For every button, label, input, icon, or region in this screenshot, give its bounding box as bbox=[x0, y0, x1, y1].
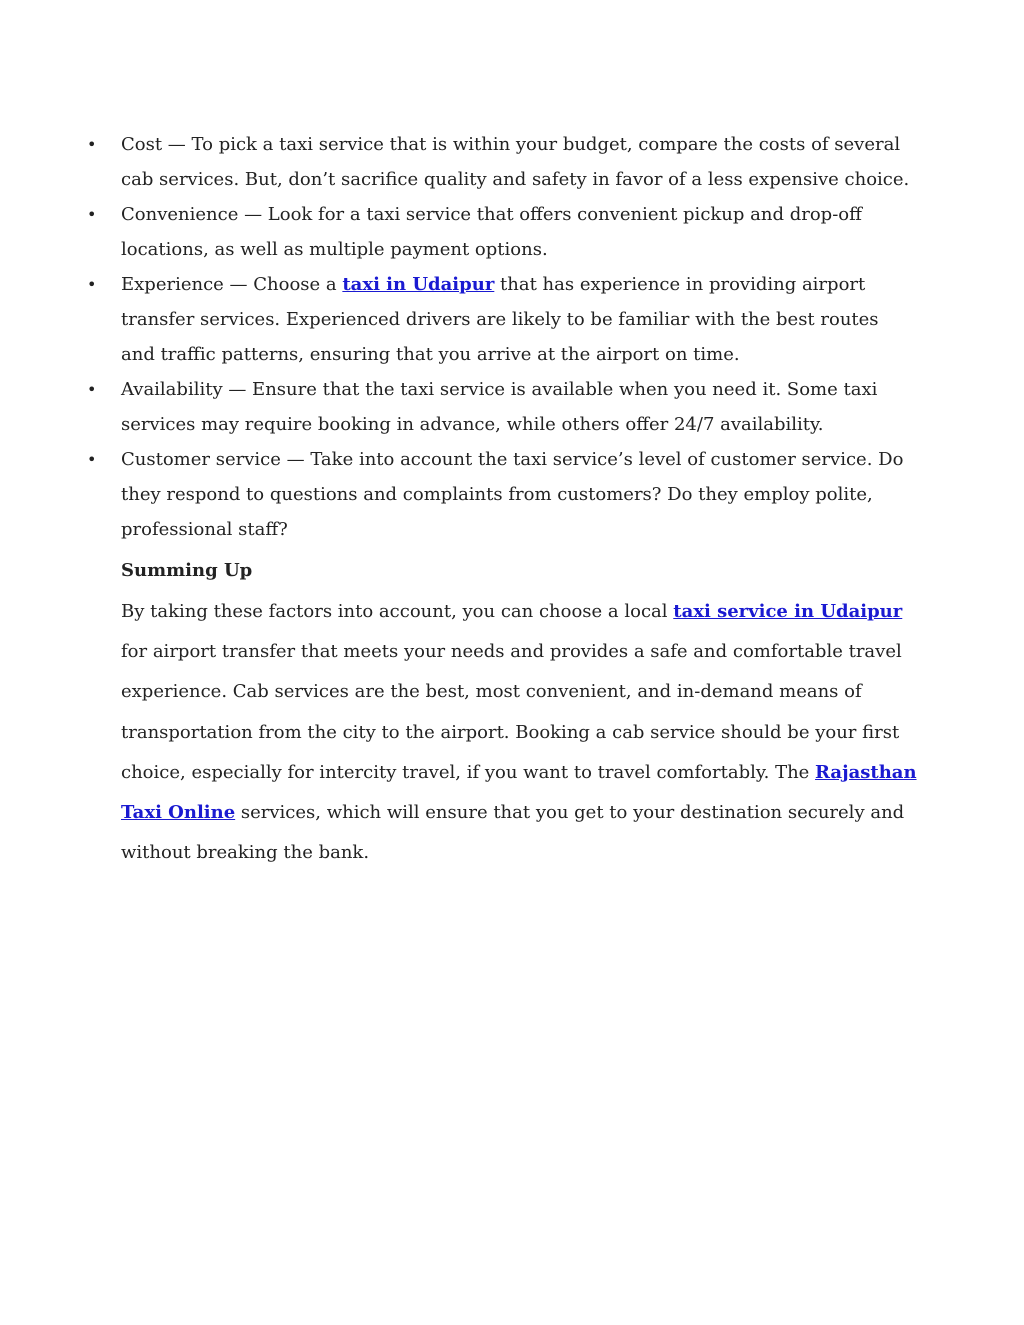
list-item-cost bbox=[86, 127, 916, 197]
factors-list bbox=[86, 127, 916, 547]
list-item-text: Customer service — Take into account the taxi service’s level of customer service. Do they respond to questions and complaints from customers? Do they employ polite, professional staff? bbox=[121, 449, 904, 540]
list-item-text-before: Experience — Choose a bbox=[121, 274, 343, 295]
section-heading: Summing Up bbox=[121, 560, 253, 581]
taxi-in-udaipur-link[interactable]: taxi in Udaipur bbox=[342, 274, 495, 295]
list-item-text: Convenience — Look for a taxi service that offers convenient pickup and drop-off locations, as well as multiple payment options. bbox=[121, 204, 862, 260]
summary-text-part3: services, which will ensure that you get to your destination securely and without breaking the bank. bbox=[121, 802, 905, 864]
taxi-service-in-udaipur-link[interactable]: taxi service in Udaipur bbox=[673, 601, 903, 622]
bullet-icon: • bbox=[87, 380, 97, 399]
bullet-icon: • bbox=[87, 450, 97, 469]
summary-text-part2: for airport transfer that meets your needs and provides a safe and comfortable travel experience. Cab services are the best, most convenient, and in-demand means of transportation from the city to the airport. Booking a cab service should be your first choice, especially for intercity travel, if you want to travel comfortably. The bbox=[121, 641, 902, 783]
bullet-icon: • bbox=[87, 275, 97, 294]
summary-paragraph bbox=[121, 592, 921, 873]
list-item-text: Cost — To pick a taxi service that is within your budget, compare the costs of several cab services. But, don’t sacrifice quality and safety in favor of a less expensive choice. bbox=[121, 134, 910, 190]
list-item-customer-service bbox=[86, 442, 916, 547]
list-item-text: Availability — Ensure that the taxi service is available when you need it. Some taxi services may require booking in advance, while others offer 24/7 availability. bbox=[121, 379, 878, 435]
list-item-text-after: that has experience in providing airport transfer services. Experienced drivers are likely to be familiar with the best routes and traffic patterns, ensuring that you arrive at the airport on time. bbox=[121, 274, 879, 365]
list-item-convenience bbox=[86, 197, 916, 267]
bullet-icon: • bbox=[87, 135, 97, 154]
list-item-availability bbox=[86, 372, 916, 442]
summary-text-part1: By taking these factors into account, you can choose a local bbox=[121, 601, 674, 622]
rajasthan-taxi-online-link[interactable]: Rajasthan Taxi Online bbox=[121, 761, 917, 824]
bullet-icon: • bbox=[87, 205, 97, 224]
list-item-experience bbox=[86, 267, 916, 372]
